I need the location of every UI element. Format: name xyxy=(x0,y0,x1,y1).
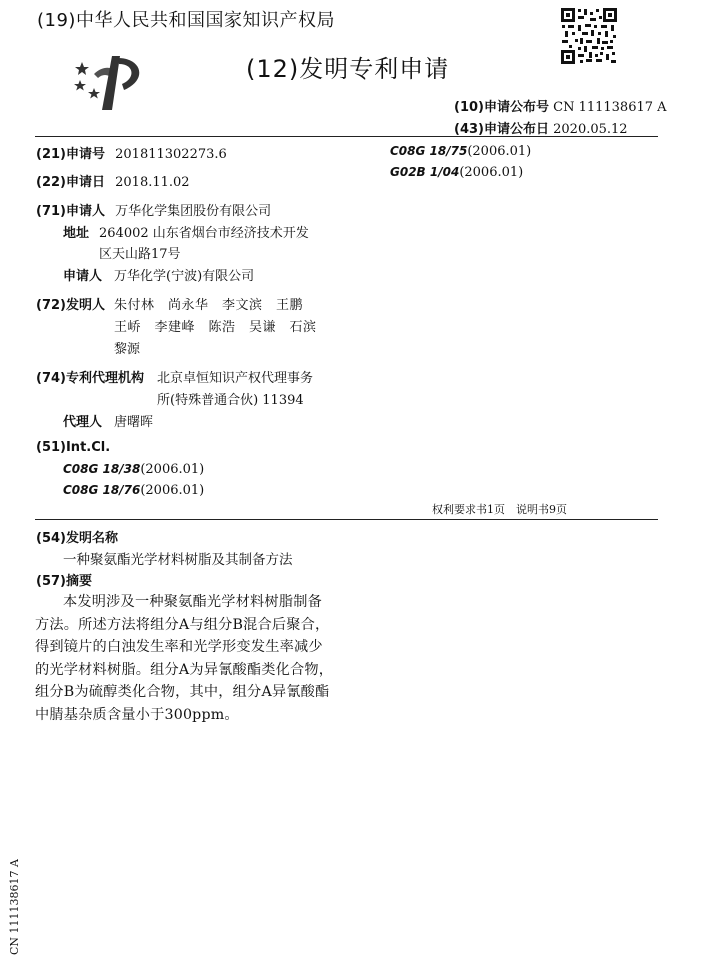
cnipa-logo xyxy=(72,52,150,112)
office-name: (19)中华人民共和国国家知识产权局 xyxy=(37,10,335,31)
address-line-1: 264002 山东省烟台市经济技术开发 xyxy=(99,226,309,241)
applicant: 万华化学集团股份有限公司 xyxy=(115,204,272,219)
intcl-item xyxy=(63,483,204,498)
agent: 唐曙晖 xyxy=(114,415,154,430)
publication-date-label: (43)申请公布日 xyxy=(454,122,549,137)
intcl-item xyxy=(390,165,523,180)
document-type: (12)发明专利申请 xyxy=(246,55,450,83)
page-count: 权利要求书1页 说明书9页 xyxy=(432,503,567,516)
intcl-code: C08G 18/38 xyxy=(63,462,141,476)
intcl-year: (2006.01) xyxy=(140,483,205,498)
publication-number-row xyxy=(454,96,667,115)
inventors-line-3: 黎源 xyxy=(114,342,141,357)
applicant-label: (71)申请人 xyxy=(36,204,105,219)
publication-number: CN 111138617 A xyxy=(553,100,667,115)
header-divider xyxy=(35,136,658,137)
agency-label: (74)专利代理机构 xyxy=(36,371,144,386)
applicant-row xyxy=(36,200,271,219)
applicant-2: 万华化学(宁波)有限公司 xyxy=(114,269,255,284)
section-divider xyxy=(35,519,658,520)
qr-code-icon xyxy=(561,8,617,64)
abstract-text: 本发明涉及一种聚氨酯光学材料树脂制备方法。所述方法将组分A与组分B混合后聚合，得到镜片的白浊发生率和光学形变发生率减少的光学材料树脂。组分A为异氰酸酯类化合物，组分B为硫醇类化合物，其中，组分A异氰酸酯中腈基杂质含量小于300ppm。 xyxy=(35,594,334,723)
abstract-label: (57)摘要 xyxy=(36,574,92,589)
agent-label: 代理人 xyxy=(63,415,103,430)
publication-date-row xyxy=(454,118,628,137)
application-number-row xyxy=(36,143,227,162)
intcl-year: (2006.01) xyxy=(459,165,524,180)
application-date-label: (22)申请日 xyxy=(36,175,105,190)
agency-line-1: 北京卓恒知识产权代理事务 xyxy=(157,371,314,386)
intcl-item xyxy=(63,462,204,477)
application-number: 201811302273.6 xyxy=(115,147,227,162)
intcl-label: (51)Int.Cl. xyxy=(36,440,111,455)
inventors-label: (72)发明人 xyxy=(36,298,105,313)
applicant-2-label: 申请人 xyxy=(63,269,103,284)
address-label: 地址 xyxy=(63,226,90,241)
publication-date: 2020.05.12 xyxy=(553,122,628,137)
intcl-year: (2006.01) xyxy=(467,144,532,159)
intcl-year: (2006.01) xyxy=(140,462,205,477)
application-date-row xyxy=(36,171,190,190)
agency-line-2: 所(特殊普通合伙) 11394 xyxy=(157,393,304,408)
publication-number-label: (10)申请公布号 xyxy=(454,100,549,115)
title-label: (54)发明名称 xyxy=(36,531,118,546)
address-line-2: 区天山路17号 xyxy=(99,247,181,262)
intcl-item xyxy=(390,144,531,159)
intcl-code: G02B 1/04 xyxy=(390,165,460,179)
side-publication-number: CN 111138617 A xyxy=(8,859,21,955)
application-date: 2018.11.02 xyxy=(115,175,190,190)
application-number-label: (21)申请号 xyxy=(36,147,105,162)
inventors-line-1: 朱付林 尚永华 李文滨 王鹏 xyxy=(114,298,304,313)
invention-title: 一种聚氨酯光学材料树脂及其制备方法 xyxy=(63,552,293,568)
intcl-code: C08G 18/76 xyxy=(63,483,141,497)
inventors-line-2: 王峤 李建峰 陈浩 吴谦 石滨 xyxy=(114,320,317,335)
intcl-code: C08G 18/75 xyxy=(390,144,468,158)
